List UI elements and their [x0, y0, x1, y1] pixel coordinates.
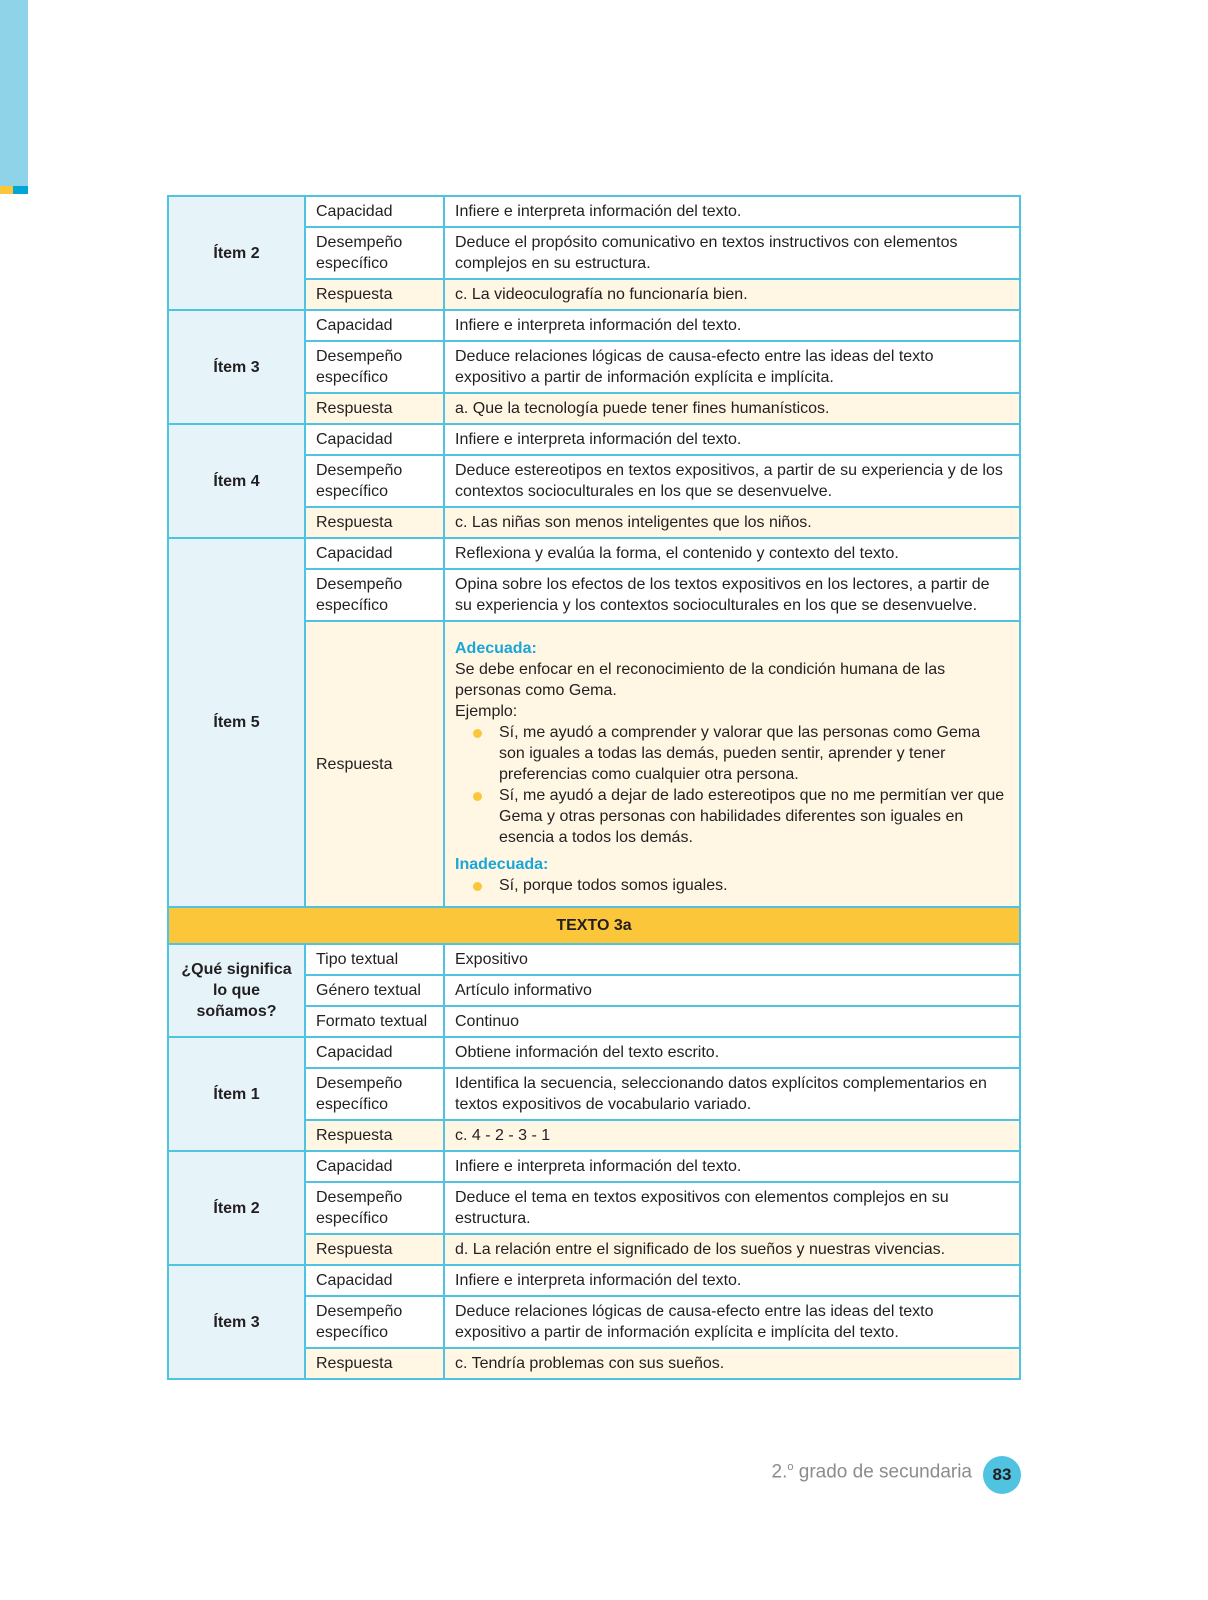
table-row — [168, 310, 1020, 341]
list-item — [499, 785, 1009, 848]
section-band-title: TEXTO 3a — [168, 907, 1020, 944]
list-item-text: Sí, me ayudó a dejar de lado estereotipos que no me permitían ver que Gema y otras personas con habilidades diferentes son iguales en esencia a todos los demás. — [499, 787, 1005, 846]
rubric-table — [167, 195, 1021, 1380]
desempeno-value: Deduce relaciones lógicas de causa-efecto entre las ideas del texto expositivo a partir de información explícita e implícita. — [444, 341, 1020, 393]
respuesta-label: Respuesta — [305, 279, 444, 310]
respuesta-label: Respuesta — [305, 393, 444, 424]
capacidad-value: Infiere e interpreta información del texto. — [444, 1265, 1020, 1296]
side-accent-yellow — [0, 186, 13, 194]
table-row — [168, 1265, 1020, 1296]
respuesta-value: a. Que la tecnología puede tener fines humanísticos. — [444, 393, 1020, 424]
desempeno-label: Desempeño específico — [305, 1182, 444, 1234]
item-label: Ítem 2 — [168, 196, 305, 310]
capacidad-label: Capacidad — [305, 310, 444, 341]
inadecuada-heading: Inadecuada: — [455, 856, 549, 873]
list-item-text: Sí, me ayudó a comprender y valorar que las personas como Gema son iguales a todas las demás, pueden sentir, aprender y tener preferencias como cualquier otra persona. — [499, 724, 981, 783]
respuesta-value: c. 4 - 2 - 3 - 1 — [444, 1120, 1020, 1151]
desempeno-label: Desempeño específico — [305, 1296, 444, 1348]
desempeno-label: Desempeño específico — [305, 227, 444, 279]
ejemplo-label: Ejemplo: — [455, 703, 518, 720]
desempeno-value: Deduce el propósito comunicativo en textos instructivos con elementos complejos en su estructura. — [444, 227, 1020, 279]
item-label: Ítem 3 — [168, 310, 305, 424]
desempeno-value: Deduce relaciones lógicas de causa-efecto entre las ideas del texto expositivo a partir de información explícita e implícita del texto. — [444, 1296, 1020, 1348]
formato-value: Continuo — [444, 1006, 1020, 1037]
adecuada-heading: Adecuada: — [455, 640, 537, 657]
capacidad-label: Capacidad — [305, 424, 444, 455]
table-row — [168, 1151, 1020, 1182]
desempeno-label: Desempeño específico — [305, 455, 444, 507]
genero-value: Artículo informativo — [444, 975, 1020, 1006]
respuesta-value: c. La videoculografía no funcionaría bien. — [444, 279, 1020, 310]
respuesta-value: c. Tendría problemas con sus sueños. — [444, 1348, 1020, 1379]
capacidad-value: Obtiene información del texto escrito. — [444, 1037, 1020, 1068]
grade-ordinal: o — [787, 1461, 794, 1473]
list-item — [499, 722, 1009, 785]
desempeno-label: Desempeño específico — [305, 341, 444, 393]
side-color-bar — [0, 0, 28, 186]
desempeno-value: Deduce el tema en textos expositivos con elementos complejos en su estructura. — [444, 1182, 1020, 1234]
capacidad-label: Capacidad — [305, 1151, 444, 1182]
respuesta-label: Respuesta — [305, 1348, 444, 1379]
respuesta-label: Respuesta — [305, 507, 444, 538]
side-accent-blue — [13, 186, 28, 194]
footer-grade — [772, 1461, 973, 1483]
page-number: 83 — [983, 1456, 1021, 1494]
table-row — [168, 538, 1020, 569]
genero-label: Género textual — [305, 975, 444, 1006]
desempeno-label: Desempeño específico — [305, 569, 444, 621]
item-label: Ítem 3 — [168, 1265, 305, 1379]
item-label: Ítem 2 — [168, 1151, 305, 1265]
table-row — [168, 944, 1020, 975]
table-row — [168, 424, 1020, 455]
item-label: Ítem 1 — [168, 1037, 305, 1151]
tipo-label: Tipo textual — [305, 944, 444, 975]
capacidad-value: Infiere e interpreta información del texto. — [444, 196, 1020, 227]
capacidad-value: Infiere e interpreta información del texto. — [444, 310, 1020, 341]
table-row — [168, 1037, 1020, 1068]
item-label: Ítem 5 — [168, 538, 305, 907]
capacidad-label: Capacidad — [305, 538, 444, 569]
list-item-text: Sí, porque todos somos iguales. — [499, 877, 728, 894]
grade-text: grado de secundaria — [793, 1461, 972, 1483]
capacidad-value: Reflexiona y evalúa la forma, el contenido y contexto del texto. — [444, 538, 1020, 569]
capacidad-label: Capacidad — [305, 196, 444, 227]
desempeno-value: Identifica la secuencia, seleccionando datos explícitos complementarios en textos expositivos de vocabulario variado. — [444, 1068, 1020, 1120]
respuesta-label: Respuesta — [305, 1234, 444, 1265]
adecuada-list — [455, 722, 1009, 848]
capacidad-label: Capacidad — [305, 1265, 444, 1296]
adecuada-text: Se debe enfocar en el reconocimiento de la condición humana de las personas como Gema. — [455, 661, 946, 699]
capacidad-value: Infiere e interpreta información del texto. — [444, 1151, 1020, 1182]
section-band-row — [168, 907, 1020, 944]
respuesta-value: d. La relación entre el significado de los sueños y nuestras vivencias. — [444, 1234, 1020, 1265]
respuesta-label: Respuesta — [305, 1120, 444, 1151]
bullet-dot-icon — [473, 729, 482, 738]
list-item — [499, 875, 1009, 896]
respuesta-value — [444, 621, 1020, 907]
capacidad-label: Capacidad — [305, 1037, 444, 1068]
respuesta-value: c. Las niñas son menos inteligentes que los niños. — [444, 507, 1020, 538]
answer-block — [455, 626, 1009, 902]
respuesta-label: Respuesta — [305, 621, 444, 907]
text-title: ¿Qué significa lo que soñamos? — [168, 944, 305, 1037]
desempeno-value: Opina sobre los efectos de los textos expositivos en los lectores, a partir de su experiencia y los contextos socioculturales en los que se desenvuelve. — [444, 569, 1020, 621]
inadecuada-list — [455, 875, 1009, 896]
bullet-dot-icon — [473, 792, 482, 801]
formato-label: Formato textual — [305, 1006, 444, 1037]
tipo-value: Expositivo — [444, 944, 1020, 975]
item-label: Ítem 4 — [168, 424, 305, 538]
grade-number: 2. — [771, 1461, 788, 1483]
desempeno-value: Deduce estereotipos en textos expositivos, a partir de su experiencia y de los contextos socioculturales en los que se desenvuelve. — [444, 455, 1020, 507]
desempeno-label: Desempeño específico — [305, 1068, 444, 1120]
table-row — [168, 196, 1020, 227]
bullet-dot-icon — [473, 882, 482, 891]
capacidad-value: Infiere e interpreta información del texto. — [444, 424, 1020, 455]
